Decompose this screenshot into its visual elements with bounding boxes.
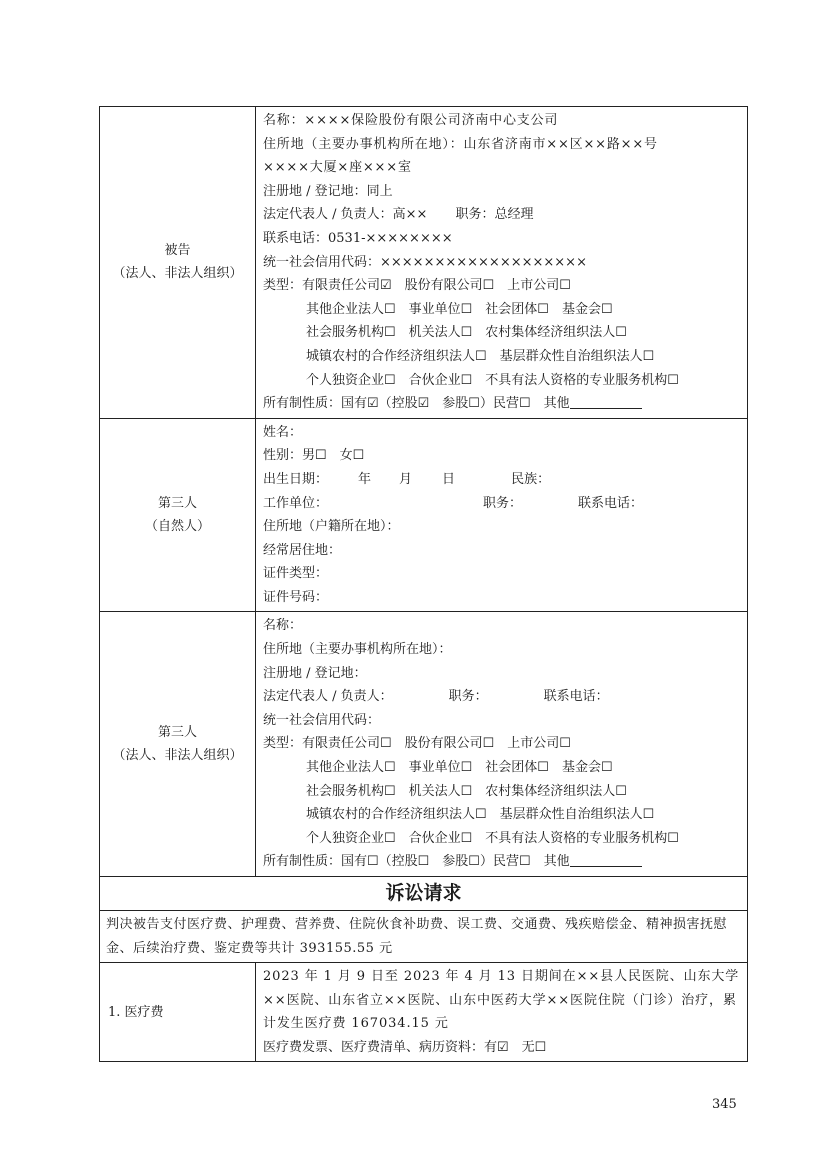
defendant-org-row xyxy=(100,107,748,419)
defendant-type-line4: 城镇农村的合作经济组织法人☐ 基层群众性自治组织法人☐ xyxy=(306,348,655,364)
third-person-label xyxy=(100,418,256,612)
third-org-registration: 注册地 / 登记地： xyxy=(263,665,367,681)
third-org-address: 住所地（主要办事机构所在地）： xyxy=(263,642,452,658)
third-org-details xyxy=(256,612,748,877)
defendant-ownership-line xyxy=(263,392,742,416)
defendant-ownership-other-blank xyxy=(570,394,642,409)
third-person-details xyxy=(256,418,748,612)
third-person-work-unit: 工作单位： xyxy=(263,495,329,511)
third-person-row xyxy=(100,418,748,612)
defendant-ownership: 所有制性质：国有☑（控股☑ 参股☐）民营☐ 其他 xyxy=(263,396,570,412)
defendant-org-details xyxy=(256,107,748,419)
third-org-type-line5: 个人独资企业☐ 合伙企业☐ 不具有法人资格的专业服务机构☐ xyxy=(306,830,679,846)
claim-item-detail: 2023 年 1 月 9 日至 2023 年 4 月 13 日期间在××县人民医院、山东大学××医院、山东省立××医院、山东中医药大学××医院住院（门诊）治疗，累计发生医疗费 167034.15 元 xyxy=(263,969,740,1031)
birth-day-label: 日 xyxy=(442,471,456,487)
third-org-label-sub: （法人、非法人组织） xyxy=(112,748,243,764)
third-person-position: 职务： xyxy=(483,495,523,511)
claims-section-title: 诉讼请求 xyxy=(100,877,748,911)
third-org-row xyxy=(100,612,748,877)
claim-item-row xyxy=(100,963,748,1062)
defendant-rep: 法定代表人 / 负责人：高×× xyxy=(263,207,428,223)
third-org-type-line2: 其他企业法人☐ 事业单位☐ 社会团体☐ 基金会☐ xyxy=(306,760,613,776)
third-person-domicile: 住所地（户籍所在地）： xyxy=(263,519,400,535)
third-person-phone: 联系电话： xyxy=(578,495,644,511)
defendant-label-title: 被告 xyxy=(164,243,191,259)
third-person-ethnicity: 民族： xyxy=(511,471,551,487)
claim-item-label: 1. 医疗费 xyxy=(108,1004,164,1020)
third-person-work-line xyxy=(263,492,742,516)
third-org-label xyxy=(100,612,256,877)
defendant-type-line3: 社会服务机构☐ 机关法人☐ 农村集体经济组织法人☐ xyxy=(306,325,627,341)
third-org-ownership-line xyxy=(263,850,742,874)
defendant-label-sub: （法人、非法人组织） xyxy=(112,266,243,282)
third-org-rep-line xyxy=(263,685,742,709)
defendant-type-line2: 其他企业法人☐ 事业单位☐ 社会团体☐ 基金会☐ xyxy=(306,301,613,317)
defendant-name: 名称：××××保险股份有限公司济南中心支公司 xyxy=(263,113,559,128)
defendant-type-line1: 类型：有限责任公司☑ 股份有限公司☐ 上市公司☐ xyxy=(263,278,571,294)
third-org-ownership-other-blank xyxy=(570,852,642,867)
defendant-address-line1: 住所地（主要办事机构所在地）：山东省济南市××区××路××号 xyxy=(263,136,658,152)
third-org-rep: 法定代表人 / 负责人： xyxy=(263,689,393,705)
birth-year-label: 年 xyxy=(358,471,372,487)
defendant-registration: 注册地 / 登记地：同上 xyxy=(263,183,393,199)
defendant-rep-position: 职务：总经理 xyxy=(455,207,534,223)
third-person-gender: 性别：男☐ 女☐ xyxy=(263,448,365,464)
third-person-name: 姓名： xyxy=(263,424,303,440)
birth-month-label: 月 xyxy=(399,471,413,487)
defendant-rep-line xyxy=(263,203,742,227)
claim-item-detail-cell xyxy=(256,963,748,1062)
third-org-ownership: 所有制性质：国有☐（控股☐ 参股☐）民营☐ 其他 xyxy=(263,854,570,870)
third-person-birth: 出生日期： xyxy=(263,471,329,487)
third-org-credit-code: 统一社会信用代码： xyxy=(263,712,381,728)
third-person-label-sub: （自然人） xyxy=(144,519,210,535)
third-org-phone: 联系电话： xyxy=(543,689,609,705)
third-org-position: 职务： xyxy=(448,689,488,705)
defendant-phone: 联系电话：0531-×××××××× xyxy=(263,230,453,246)
complaint-form-table xyxy=(99,106,748,1062)
claims-summary: 判决被告支付医疗费、护理费、营养费、住院伙食补助费、误工费、交通费、残疾赔偿金、精神损害抚慰金、后续治疗费、鉴定费等共计 393155.55 元 xyxy=(106,917,728,956)
third-org-type-line1: 类型：有限责任公司☐ 股份有限公司☐ 上市公司☐ xyxy=(263,736,571,752)
page-number: 345 xyxy=(712,1097,737,1112)
defendant-address-line2: ××××大厦×座×××室 xyxy=(263,160,412,176)
claim-item-evidence: 医疗费发票、医疗费清单、病历资料：有☑ 无☐ xyxy=(263,1039,547,1055)
third-org-label-title: 第三人 xyxy=(157,725,197,741)
claims-summary-row xyxy=(100,911,748,963)
third-org-type-line3: 社会服务机构☐ 机关法人☐ 农村集体经济组织法人☐ xyxy=(306,783,627,799)
third-person-label-title: 第三人 xyxy=(157,496,197,512)
third-person-birth-line xyxy=(263,468,742,492)
third-person-id-number: 证件号码： xyxy=(263,589,329,605)
third-person-id-type: 证件类型： xyxy=(263,566,329,582)
claim-item-label-cell xyxy=(100,963,256,1062)
defendant-type-line5: 个人独资企业☐ 合伙企业☐ 不具有法人资格的专业服务机构☐ xyxy=(306,372,679,388)
third-person-residence: 经常居住地： xyxy=(263,542,342,558)
third-org-name: 名称： xyxy=(263,618,303,634)
defendant-org-label xyxy=(100,107,256,419)
claims-summary-cell xyxy=(100,911,748,963)
claims-title-row xyxy=(100,877,748,911)
third-org-type-line4: 城镇农村的合作经济组织法人☐ 基层群众性自治组织法人☐ xyxy=(306,807,655,823)
defendant-credit-code: 统一社会信用代码：××××××××××××××××××× xyxy=(263,254,587,270)
